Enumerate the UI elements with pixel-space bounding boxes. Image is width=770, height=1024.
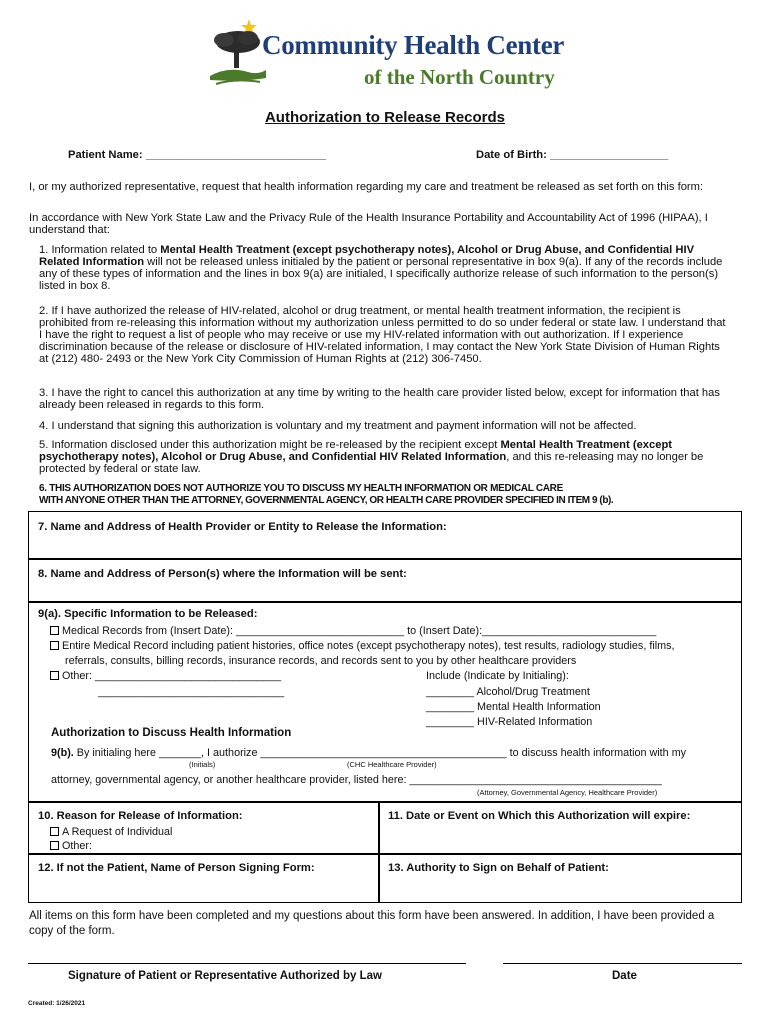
box-7-title: 7. Name and Address of Health Provider or Entity to Release the Information: [38, 521, 447, 533]
box-9a-title: 9(a). Specific Information to be Released: [38, 608, 258, 620]
include-label: Include (Indicate by Initialing): [426, 670, 569, 682]
attorney-line[interactable]: attorney, governmental agency, or another healthcare provider, listed here: __________________________________________ [51, 774, 662, 786]
option-medical-records-label: Medical Records from (Insert Date): ____________________________ to (Insert Date):_____________________________ [62, 625, 657, 637]
page-title: Authorization to Release Records [264, 109, 506, 126]
date-line[interactable] [503, 963, 742, 964]
item-5-text-a: 5. Information disclosed under this authorization might be re-released by the recipient except [39, 439, 501, 451]
item-1-text-a: 1. Information related to [39, 244, 161, 256]
item-5 [39, 439, 737, 475]
9b-label: 9(b). [51, 747, 74, 759]
item-5-text-bold: Mental Health Treatment (except psychotherapy notes), Alcohol or Drug Abuse, and Confidential HIV Related Information [39, 439, 673, 463]
box-11-title: 11. Date or Event on Which this Authorization will expire: [388, 810, 691, 822]
completion-statement: All items on this form have been completed and my questions about this form have been answered. In addition, I have been provided a copy of the form. [29, 910, 715, 937]
box-8-title: 8. Name and Address of Person(s) where the Information will be sent: [38, 568, 407, 580]
box-8[interactable] [28, 558, 742, 603]
initials-caption: (Initials) [189, 760, 216, 769]
option-entire-record-line-2: referrals, consults, billing records, insurance records, and records sent to you by other healthcare providers [65, 655, 577, 667]
date-of-birth-field[interactable]: Date of Birth: ___________________ [476, 149, 669, 161]
intro-paragraph-1: I, or my authorized representative, request that health information regarding my care and treatment be released as set forth on this form: [29, 181, 704, 193]
attorney-caption: (Attorney, Governmental Agency, Healthcare Provider) [477, 788, 658, 797]
org-subtitle: of the North Country [364, 65, 555, 89]
box-13[interactable] [378, 853, 742, 903]
item-4: 4. I understand that signing this authorization is voluntary and my treatment and payment information will not be affected. [39, 420, 637, 432]
logo [208, 18, 568, 90]
item-6-line-2: WITH ANYONE OTHER THAN THE ATTORNEY, GOVERNMENTAL AGENCY, OR HEALTH CARE PROVIDER SPECIFIED IN ITEM 9 (b). [39, 495, 614, 506]
item-1 [39, 244, 723, 292]
item-1-text-c: will not be released unless initialed by the patient or personal representative in box 9(a). If any of the records include any of these types of information and the lines in box 9(a) are initialed, I specifically authorize release of such information to the person(s) listed in box 8. [39, 256, 723, 292]
box-9 [28, 601, 742, 803]
box-10 [28, 801, 380, 855]
include-alcohol-drug[interactable]: ________ Alcohol/Drug Treatment [426, 686, 590, 698]
other-line-2[interactable]: _______________________________ [98, 686, 285, 698]
include-hiv[interactable]: ________ HIV-Related Information [426, 716, 593, 728]
checkbox-medical-records[interactable] [50, 626, 59, 635]
box-11[interactable] [378, 801, 742, 855]
authorization-9b[interactable] [51, 747, 686, 759]
date-label: Date [612, 970, 637, 982]
option-entire-record[interactable] [50, 640, 675, 652]
reason-request-individual[interactable] [50, 826, 172, 838]
item-5-text-c: , and this re-releasing may no longer be protected by federal or state law. [39, 451, 704, 475]
org-name: Community Health Center [262, 30, 565, 60]
reason-other[interactable] [50, 840, 92, 852]
option-other[interactable] [50, 670, 281, 682]
option-entire-record-label: Entire Medical Record including patient histories, office notes (except psychotherapy notes), test results, radiology studies, films, [62, 640, 675, 652]
discuss-title: Authorization to Discuss Health Information [51, 727, 292, 739]
option-medical-records[interactable] [50, 625, 656, 637]
9b-text: By initialing here _______, I authorize _________________________________________ to discuss health information with my [73, 747, 687, 759]
box-10-title: 10. Reason for Release of Information: [38, 810, 243, 822]
item-3: 3. I have the right to cancel this authorization at any time by writing to the health care provider listed below, except for information that has already been released in regards to this form. [39, 387, 720, 411]
provider-caption: (CHC Healthcare Provider) [347, 760, 437, 769]
box-12[interactable] [28, 853, 380, 903]
reason-request-individual-label: A Request of Individual [62, 826, 173, 838]
signature-label: Signature of Patient or Representative Authorized by Law [68, 970, 382, 982]
created-date: Created: 1/26/2021 [28, 1000, 86, 1007]
box-12-title: 12. If not the Patient, Name of Person Signing Form: [38, 862, 315, 874]
option-other-label: Other: _______________________________ [62, 670, 282, 682]
box-7[interactable] [28, 511, 742, 560]
intro-paragraph-2: In accordance with New York State Law and the Privacy Rule of the Health Insurance Portability and Accountability Act of 1996 (HIPAA), I understand that: [29, 212, 708, 236]
include-mental-health[interactable]: ________ Mental Health Information [426, 701, 601, 713]
item-1-text-bold: Mental Health Treatment (except psychotherapy notes), Alcohol or Drug Abuse, and Confidential HIV Related Information [39, 244, 695, 268]
checkbox-reason-other[interactable] [50, 841, 59, 850]
reason-other-label: Other: [62, 840, 93, 852]
tree-icon [208, 18, 268, 88]
item-2: 2. If I have authorized the release of HIV-related, alcohol or drug treatment, or mental health treatment information, the recipient is prohibited from re-releasing this information without my authorization unless permitted to do so under federal or state law. I understand that I have the right to request a list of people who may receive or use my HIV-related information with out authorization. If I experience discrimination because of the release or disclosure of HIV-related information, I may contact the New York State Division of Human Rights at (212) 480- 2493 or the New York City Commission of Human Rights at (212) 306-7450. [39, 305, 726, 365]
box-13-title: 13. Authority to Sign on Behalf of Patient: [388, 862, 609, 874]
patient-name-field[interactable]: Patient Name: _____________________________ [68, 149, 327, 161]
signature-line[interactable] [28, 963, 466, 964]
checkbox-request-individual[interactable] [50, 827, 59, 836]
item-6-line-1: 6. THIS AUTHORIZATION DOES NOT AUTHORIZE YOU TO DISCUSS MY HEALTH INFORMATION OR MEDICAL CARE [39, 483, 563, 494]
checkbox-other[interactable] [50, 671, 59, 680]
checkbox-entire-record[interactable] [50, 641, 59, 650]
